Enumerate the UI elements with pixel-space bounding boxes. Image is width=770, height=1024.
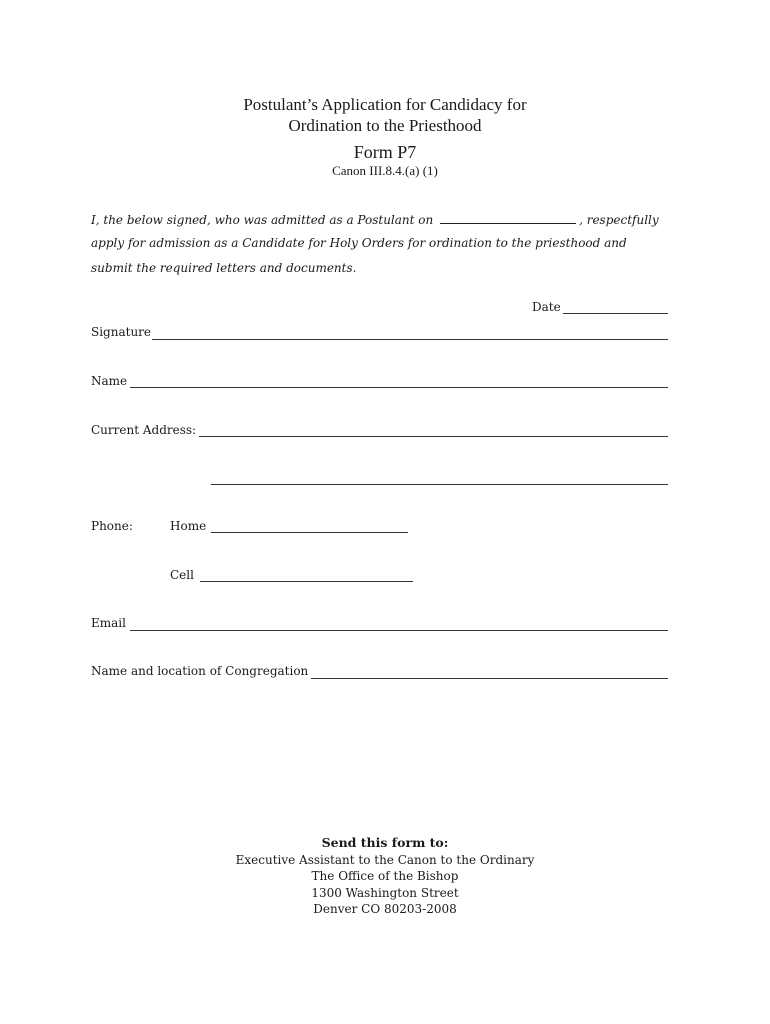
intro-line2: apply for admission as a Candidate for Holy Orders for ordination to the priesthood and: [91, 236, 627, 250]
name-field[interactable]: [130, 387, 668, 388]
date-label: Date: [532, 300, 561, 314]
cell-phone-field[interactable]: [200, 581, 413, 582]
email-field[interactable]: [130, 630, 668, 631]
congregation-field[interactable]: [311, 678, 668, 679]
intro-line1-text: I, the below signed, who was admitted as a Postulant on: [91, 213, 434, 227]
form-title-line2: Ordination to the Priesthood: [288, 116, 482, 135]
intro-line3: submit the required letters and documents.: [91, 261, 357, 275]
send-to-heading: Send this form to:: [321, 835, 449, 850]
send-to-line4: Denver CO 80203-2008: [313, 902, 457, 916]
name-label: Name: [91, 374, 128, 388]
cell-phone-label: Cell: [170, 568, 194, 582]
postulant-date-blank[interactable]: [440, 211, 576, 224]
current-address-label: Current Address:: [91, 423, 197, 437]
date-field[interactable]: [563, 313, 668, 314]
congregation-label: Name and location of Congregation: [91, 664, 309, 678]
home-phone-label: Home: [170, 519, 207, 533]
send-to-line1: Executive Assistant to the Canon to the Ordinary: [235, 852, 535, 867]
current-address-field-2[interactable]: [211, 484, 668, 485]
send-to-block: [0, 835, 770, 918]
current-address-field-1[interactable]: [199, 436, 668, 437]
send-to-line3: 1300 Washington Street: [311, 885, 459, 900]
signature-field[interactable]: [152, 339, 668, 340]
form-number: Form P7: [353, 142, 417, 162]
signature-label: Signature: [91, 325, 152, 339]
send-to-line2: The Office of the Bishop: [311, 869, 459, 883]
email-label: Email: [91, 616, 126, 630]
phone-label: Phone:: [91, 519, 133, 533]
intro-line1-end: , respectfully: [579, 213, 659, 227]
intro-line1: [91, 211, 681, 227]
form-title-line1: Postulant’s Application for Candidacy for: [243, 95, 527, 114]
home-phone-field[interactable]: [211, 532, 408, 533]
canon-reference: Canon III.8.4.(a) (1): [332, 163, 438, 178]
